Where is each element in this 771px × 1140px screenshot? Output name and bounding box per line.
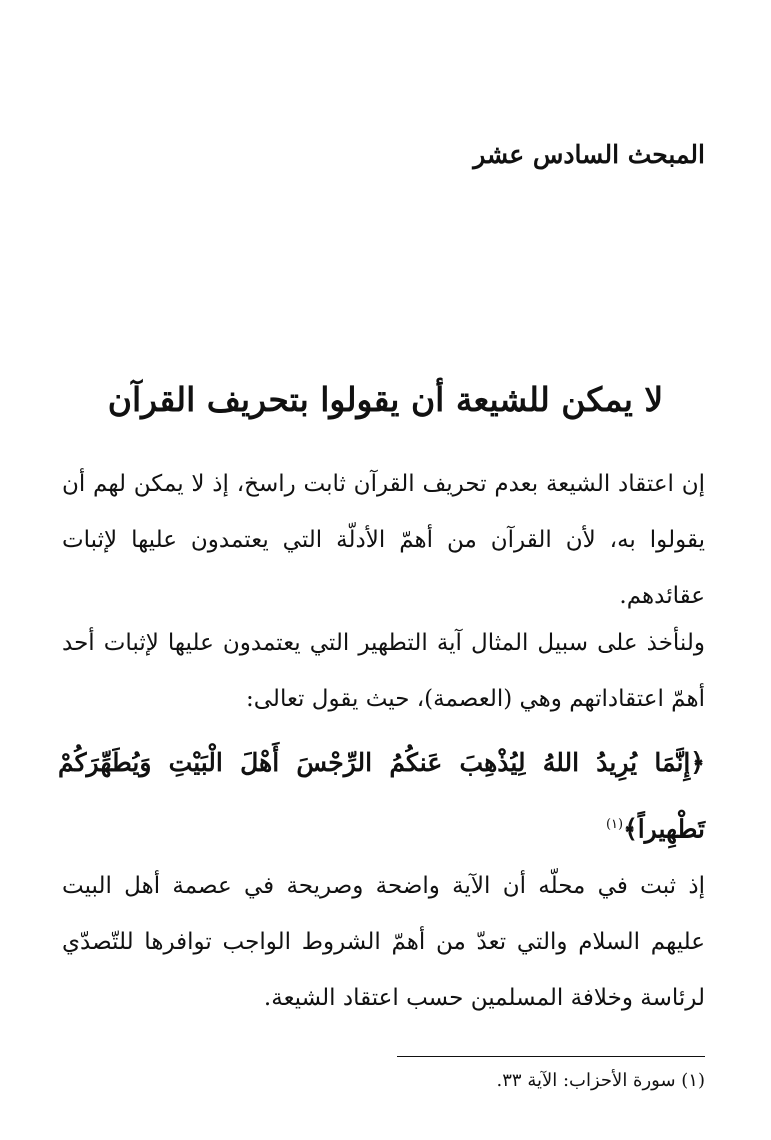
footnote: (١) سورة الأحزاب: الآية ٣٣. xyxy=(496,1070,705,1091)
footnote-divider xyxy=(397,1056,705,1057)
verse-text: ﴿إِنَّمَا يُرِيدُ اللهُ لِيُذْهِبَ عَنكُمُ الرِّجْسَ أَهْلَ الْبَيْتِ وَيُطَهِّرَكُمْ تَطْهِيراً﴾ xyxy=(58,748,705,844)
paragraph-2: ولنأخذ على سبيل المثال آية التطهير التي يعتمدون عليها لإثبات أحد أهمّ اعتقاداتهم وهي (العصمة)، حيث يقول تعالى: xyxy=(62,630,705,712)
footnote-marker: (١) xyxy=(605,817,624,832)
paragraph-3: إذ ثبت في محلّه أن الآية واضحة وصريحة في عصمة أهل البيت عليهم السلام والتي تعدّ من أهمّ الشروط الواجب توافرها للتّصدّي لرئاسة وخلافة المسلمين حسب اعتقاد الشيعة. xyxy=(62,873,705,1011)
section-header: المبحث السادس عشر xyxy=(473,140,705,169)
quran-verse xyxy=(58,732,705,860)
page-title: لا يمكن للشيعة أن يقولوا بتحريف القرآن xyxy=(107,380,664,419)
paragraph-1: إن اعتقاد الشيعة بعدم تحريف القرآن ثابت راسخ، إذ لا يمكن لهم أن يقولوا به، لأن القرآن من أهمّ الأدلّة التي يعتمدون عليها لإثبات عقائدهم. xyxy=(62,471,705,609)
